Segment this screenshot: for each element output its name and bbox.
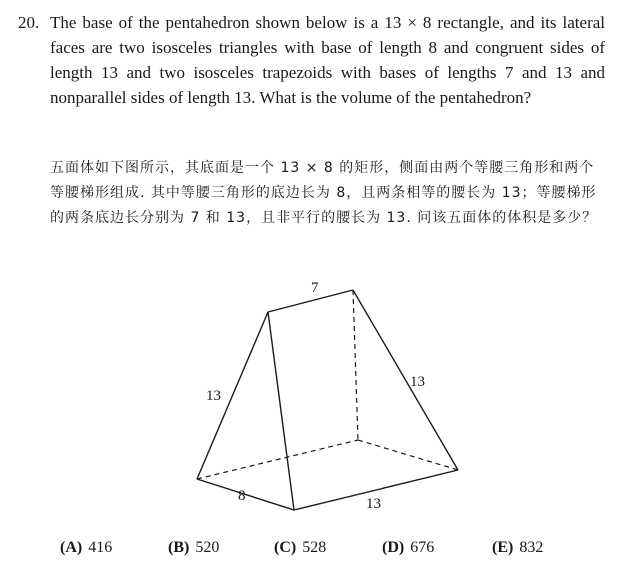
choice-letter: (E) [492,539,514,556]
problem-text-chinese: 五面体如下图所示，其底面是一个 13 × 8 的矩形，侧面由两个等腰三角形和两个等腰梯形组成. 其中等腰三角形的底边长为 8，且两条相等的腰长为 13；等腰梯形的两条底边长分别为 7 和 13，且非平行的腰长为 13. 问该五面体的体积是多少？ [50,160,598,226]
choice-b[interactable] [168,539,219,557]
label-top-edge: 7 [311,280,319,296]
choice-letter: (B) [168,539,190,556]
choice-letter: (D) [382,539,405,556]
edge-front-base [197,479,294,510]
label-depth-edge: 8 [238,488,246,504]
answer-choices [60,539,600,563]
label-left-edge: 13 [206,388,221,404]
choice-value: 832 [519,539,544,556]
choice-value: 528 [302,539,327,556]
choice-letter: (C) [274,539,297,556]
edge-hidden-back-left [197,440,358,479]
choice-c[interactable] [274,539,326,557]
edge-hidden-back-vertical [353,290,358,440]
problem-number: 20. [18,13,40,32]
edge-front-right [268,312,294,510]
choice-a[interactable] [60,539,112,557]
choice-value: 520 [195,539,220,556]
label-right-edge: 13 [410,374,425,390]
choice-letter: (A) [60,539,83,556]
choice-e[interactable] [492,539,543,557]
choice-d[interactable] [382,539,434,557]
label-bottom-edge: 13 [366,496,381,512]
choice-value: 676 [410,539,435,556]
choice-value: 416 [88,539,113,556]
problem-text-english: The base of the pentahedron shown below is a 13 × 8 rectangle, and its lateral faces are two isosceles triangles with base of length 8 and congruent sides of length 13 and two isosceles trapezoids with bases of lengths 7 and 13 and nonparallel sides of length 13. What is the volume of the pentahedron? [50,13,605,107]
